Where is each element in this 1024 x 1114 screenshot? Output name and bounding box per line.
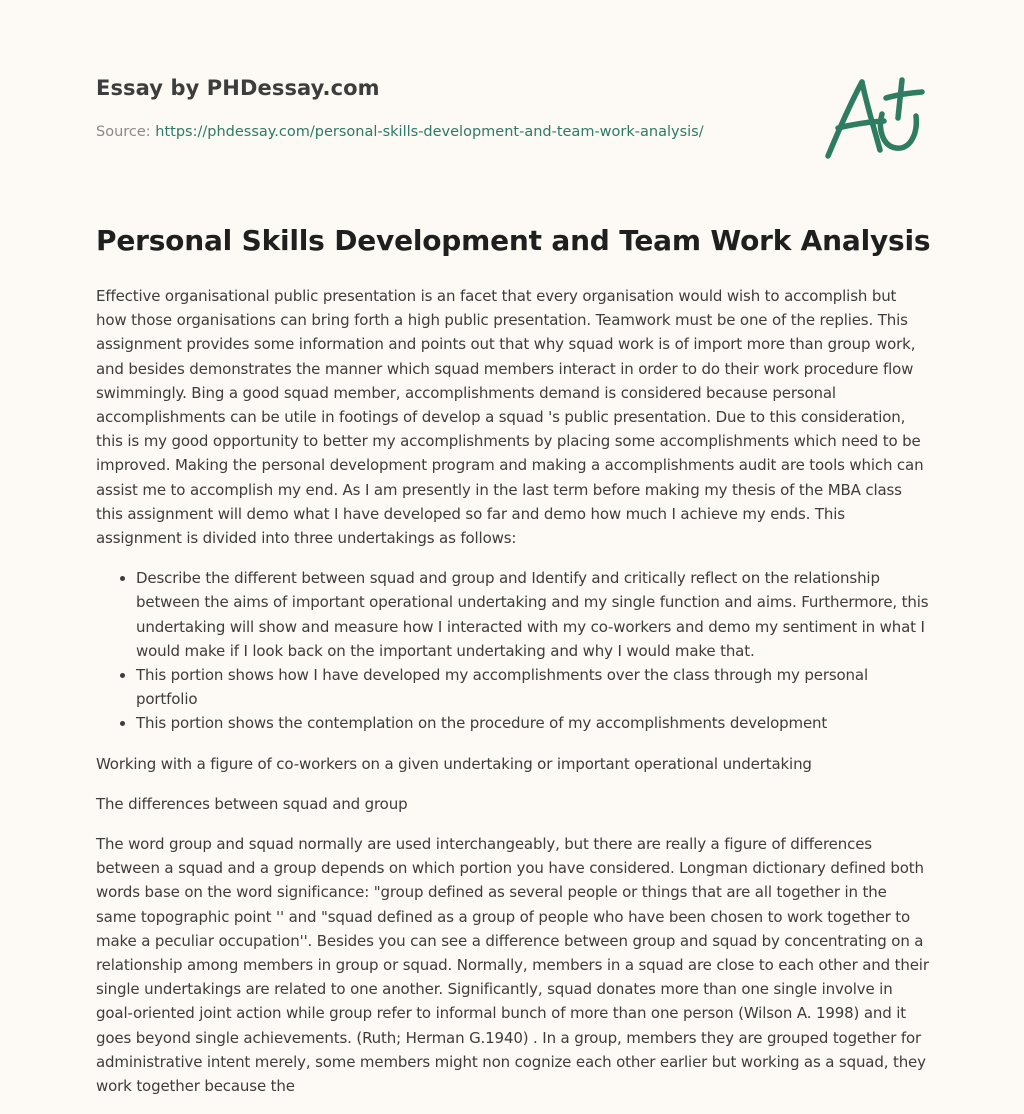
differences-heading: The differences between squad and group	[96, 794, 408, 813]
site-brand: Essay by PHDessay.com	[96, 76, 380, 100]
list-item: • This portion shows how I have developed my accomplishments over the class through my personal portfolio	[136, 663, 930, 711]
essay-title: Personal Skills Development and Team Work Analysis	[96, 224, 931, 257]
source-line	[96, 124, 704, 140]
intro-paragraph: Effective organisational public presentation is an facet that every organisation would wish to accomplish but how those organisations can bring forth a high public presentation. Teamwork must be one of the replies. This assignment provides some information and points out that why squad work is of import more than group work, and besides demonstrates the manner which squad members interact in order to do their work procedure flow swimmingly. Bing a good squad member, accomplishments demand is considered because personal accomplishments can be utile in footings of develop a squad 's public presentation. Due to this consideration, this is my good opportunity to better my accomplishments by placing some accomplishments which need to be improved. Making the personal development program and making a accomplishments audit are tools which can assist me to accomplish my end. As I am presently in the last term before making my thesis of the MBA class this assignment will demo what I have developed so far and demo how much I achieve my ends. This assignment is divided into three undertakings as follows:	[96, 287, 924, 548]
page-header	[96, 0, 930, 200]
list-item: • Describe the different between squad and group and Identify and critically reflect on the relationship between the aims of important operational undertaking and my single function and aims. Furthermore, this undertaking will show and measure how I interacted with my co-workers and demo my sentiment in what I would make if I look back on the important undertaking and why I would make that.	[136, 566, 930, 663]
source-link[interactable]: https://phdessay.com/personal-skills-development-and-team-work-analysis/	[155, 124, 704, 140]
essay-page	[96, 0, 931, 1096]
list-item: • This portion shows the contemplation on the procedure of my accomplishments development	[136, 711, 930, 735]
essay-body	[96, 284, 930, 1114]
a-plus-logo-icon	[822, 66, 926, 166]
task-list	[96, 566, 930, 735]
body-paragraph: The word group and squad normally are used interchangeably, but there are really a figure of differences between a squad and a group depends on which portion you have considered. Longman dictionary defined both words base on the word significance: "group defined as several people or things that are all together in the same topographic point '' and "squad defined as a group of people who have been chosen to work together to make a peculiar occupation''. Besides you can see a difference between group and squad by concentrating on a relationship among members in group or squad. Normally, members in a squad are close to each other and their single undertakings are related to one another. Significantly, squad donates more than one single involve in goal-oriented joint action while group refer to informal bunch of more than one person (Wilson A. 1998) and it goes beyond single achievements. (Ruth; Herman G.1940) . In a group, members they are grouped together for administrative intent merely, some members might non cognize each other earlier but working as a squad, they work together because the	[96, 835, 929, 1096]
source-label: Source:	[96, 124, 156, 140]
working-paragraph: Working with a figure of co-workers on a given undertaking or important operational undertaking	[96, 754, 812, 773]
